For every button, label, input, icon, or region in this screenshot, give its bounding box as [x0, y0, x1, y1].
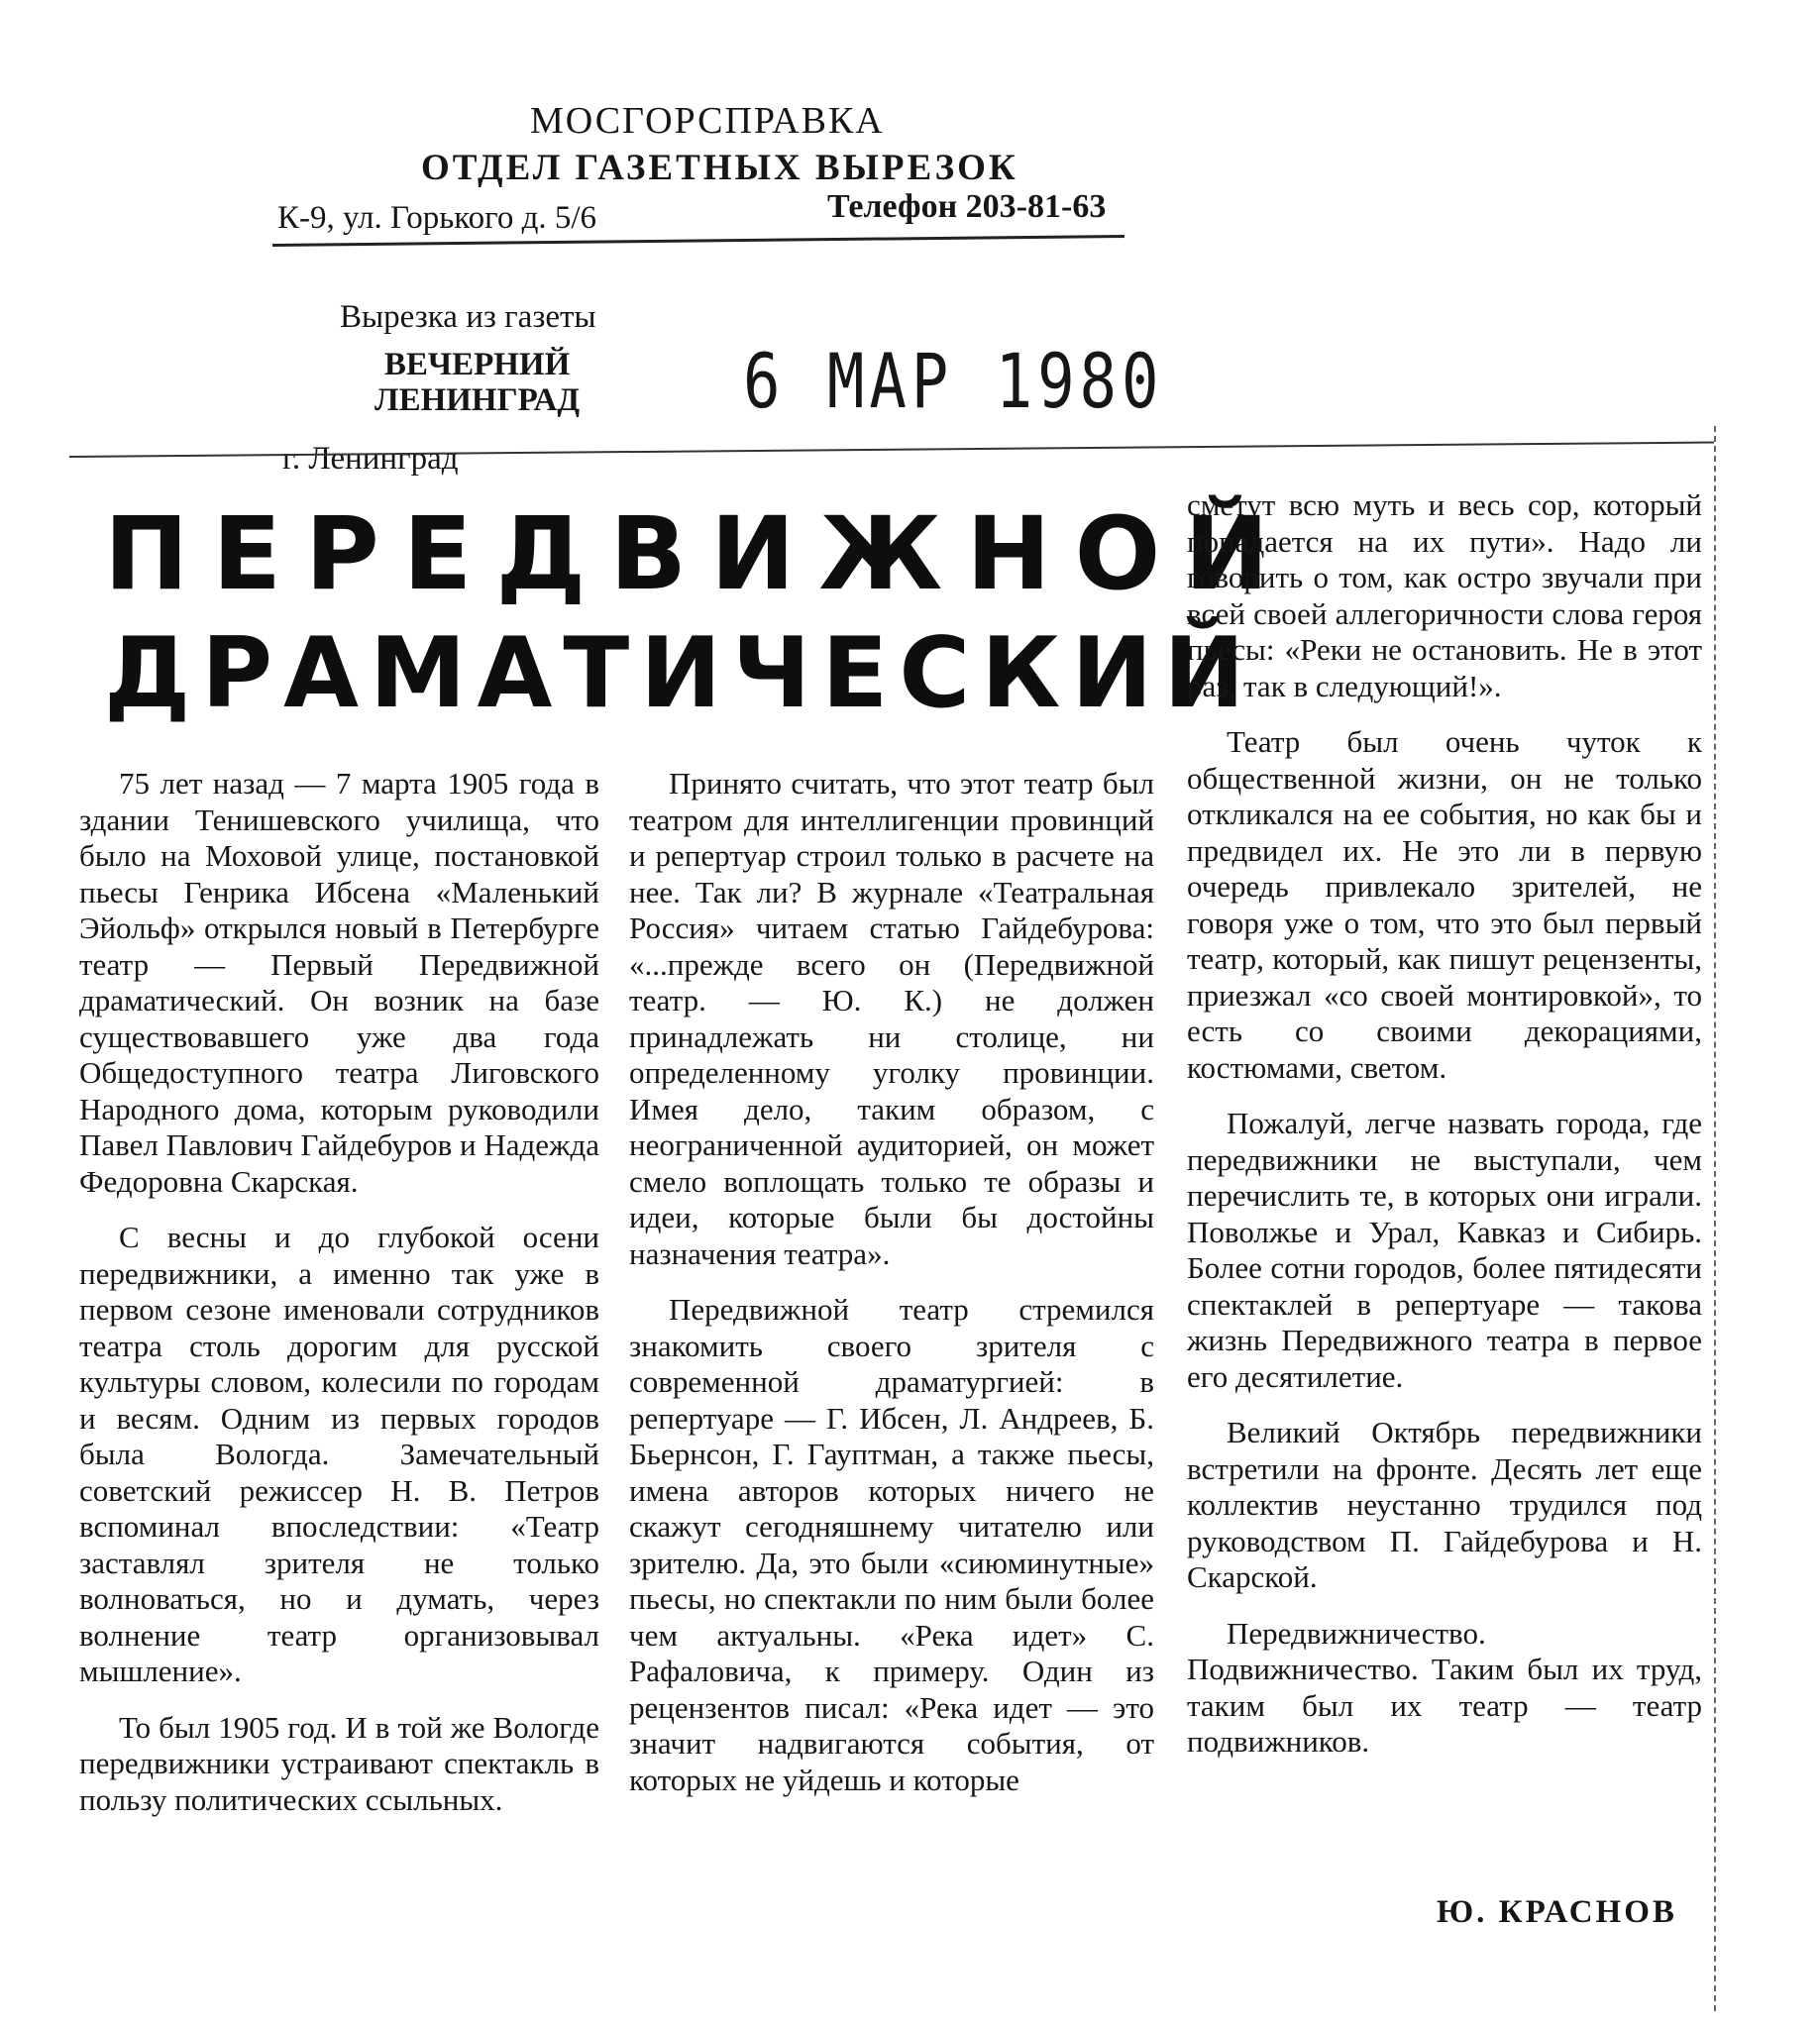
clipping-stamp	[258, 99, 1164, 485]
department-name: ОТДЕЛ ГАЗЕТНЫХ ВЫРЕЗОК	[421, 148, 1018, 188]
clip-label: Вырезка из газеты	[340, 299, 596, 335]
paragraph: То был 1905 год. И в той же Вологде передвижники устраивают спектакль в пользу политических ссыльных.	[79, 1709, 599, 1817]
newspaper-name	[375, 347, 580, 418]
clipping-edge-right	[1714, 426, 1716, 2011]
paragraph: Передвижничество. Подвижничество. Таким был их труд, таким был их театр — театр подвижников.	[1187, 1615, 1702, 1759]
newspaper-name-line2: ЛЕНИНГРАД	[375, 382, 581, 418]
headline-line2: ДРАМАТИЧЕСКИЙ	[104, 617, 1256, 730]
city: г. Ленинград	[282, 441, 459, 477]
date-stamp: 6 МАР 1980	[743, 337, 1164, 425]
paragraph: Великий Октябрь передвижники встретили на фронте. Десять лет еще коллектив неустанно трудился под руководством П. Гайдебурова и Н. Скарской.	[1187, 1415, 1702, 1594]
author-signature: Ю. КРАСНОВ	[1437, 1894, 1677, 1930]
newspaper-name-line1: ВЕЧЕРНИЙ	[383, 347, 571, 382]
article-column-1	[79, 766, 599, 1838]
paragraph: С весны и до глубокой осени передвижники, а именно так уже в первом сезоне именовали сотрудников театра столь дорогим для русской культуры словом, колесили по городам и весям. Одним из первых городов была Вологда. Замечательный советский режиссер Н. В. Петров вспоминал впоследствии: «Театр заставлял зрителя не только волноваться, но и думать, через волнение театр организовывал мышление».	[79, 1220, 599, 1688]
paragraph: Принято считать, что этот театр был театром для интеллигенции провинций и репертуар строил только в расчете на нее. Так ли? В журнале «Театральная Россия» читаем статью Гайдебурова: «...прежде всего он (Передвижной театр. — Ю. К.) не должен принадлежать ни столице, ни определенному уголку провинции. Имея дело, таким образом, с неограниченной аудиторией, он может смело воплощать только те образы и идеи, которые были бы достойны назначения театра».	[629, 766, 1154, 1271]
paragraph: Передвижной театр стремился знакомить своего зрителя с современной драматургией: в репертуаре — Г. Ибсен, Л. Андреев, Б. Бьернсон, Г. Гауптман, а также пьесы, имена авторов которых ничего не скажут сегодняшнему читателю или зрителю. Да, это были «сиюминутные» пьесы, но спектакли по ним были более чем актуальны. «Река идет» С. Рафаловича, к примеру. Один из рецензентов писал: «Река идет — это значит надвигаются события, от которых не уйдешь и которые	[629, 1292, 1154, 1797]
paragraph: 75 лет назад — 7 марта 1905 года в здании Тенишевского училища, что было на Моховой улице, постановкой пьесы Генрика Ибсена «Маленький Эйольф» открылся новый в Петербурге театр — Первый Передвижной драматический. Он возник на базе существовавшего уже два года Общедоступного театра Лиговского Народного дома, которым руководили Павел Павлович Гайдебуров и Надежда Федоровна Скарская.	[79, 766, 599, 1199]
article-column-2	[629, 766, 1154, 1818]
address: К-9, ул. Горького д. 5/6	[277, 200, 597, 236]
agency-name: МОСГОРСПРАВКА	[530, 100, 885, 142]
headline-line1: ПЕРЕДВИЖНОЙ	[104, 495, 1293, 613]
paragraph: Пожалуй, легче назвать города, где передвижники не выступали, чем перечислить те, в которых они играли. Поволжье и Урал, Кавказ и Сибирь. Более сотни городов, более пятидесяти спектаклей в репертуаре — такова жизнь Передвижного театра в первое его десятилетие.	[1187, 1106, 1702, 1394]
paragraph: сметут всю муть и весь сор, который попадается на их пути». Надо ли говорить о том, как остро звучали при всей своей аллегоричности слова героя пьесы: «Реки не остановить. Не в этот раз, так в следующий!».	[1187, 487, 1702, 703]
article-column-3	[1187, 487, 1702, 1780]
article-headline	[104, 495, 1293, 733]
phone-number: Телефон 203-81-63	[827, 188, 1107, 225]
paragraph: Театр был очень чуток к общественной жизни, он не только откликался на ее события, но как бы и предвидел их. Не это ли в первую очередь привлекало зрителей, не говоря уже о том, что это был первый театр, который, как пишут рецензенты, приезжал «со своей монтировкой», то есть со своими декорациями, костюмами, светом.	[1187, 724, 1702, 1085]
